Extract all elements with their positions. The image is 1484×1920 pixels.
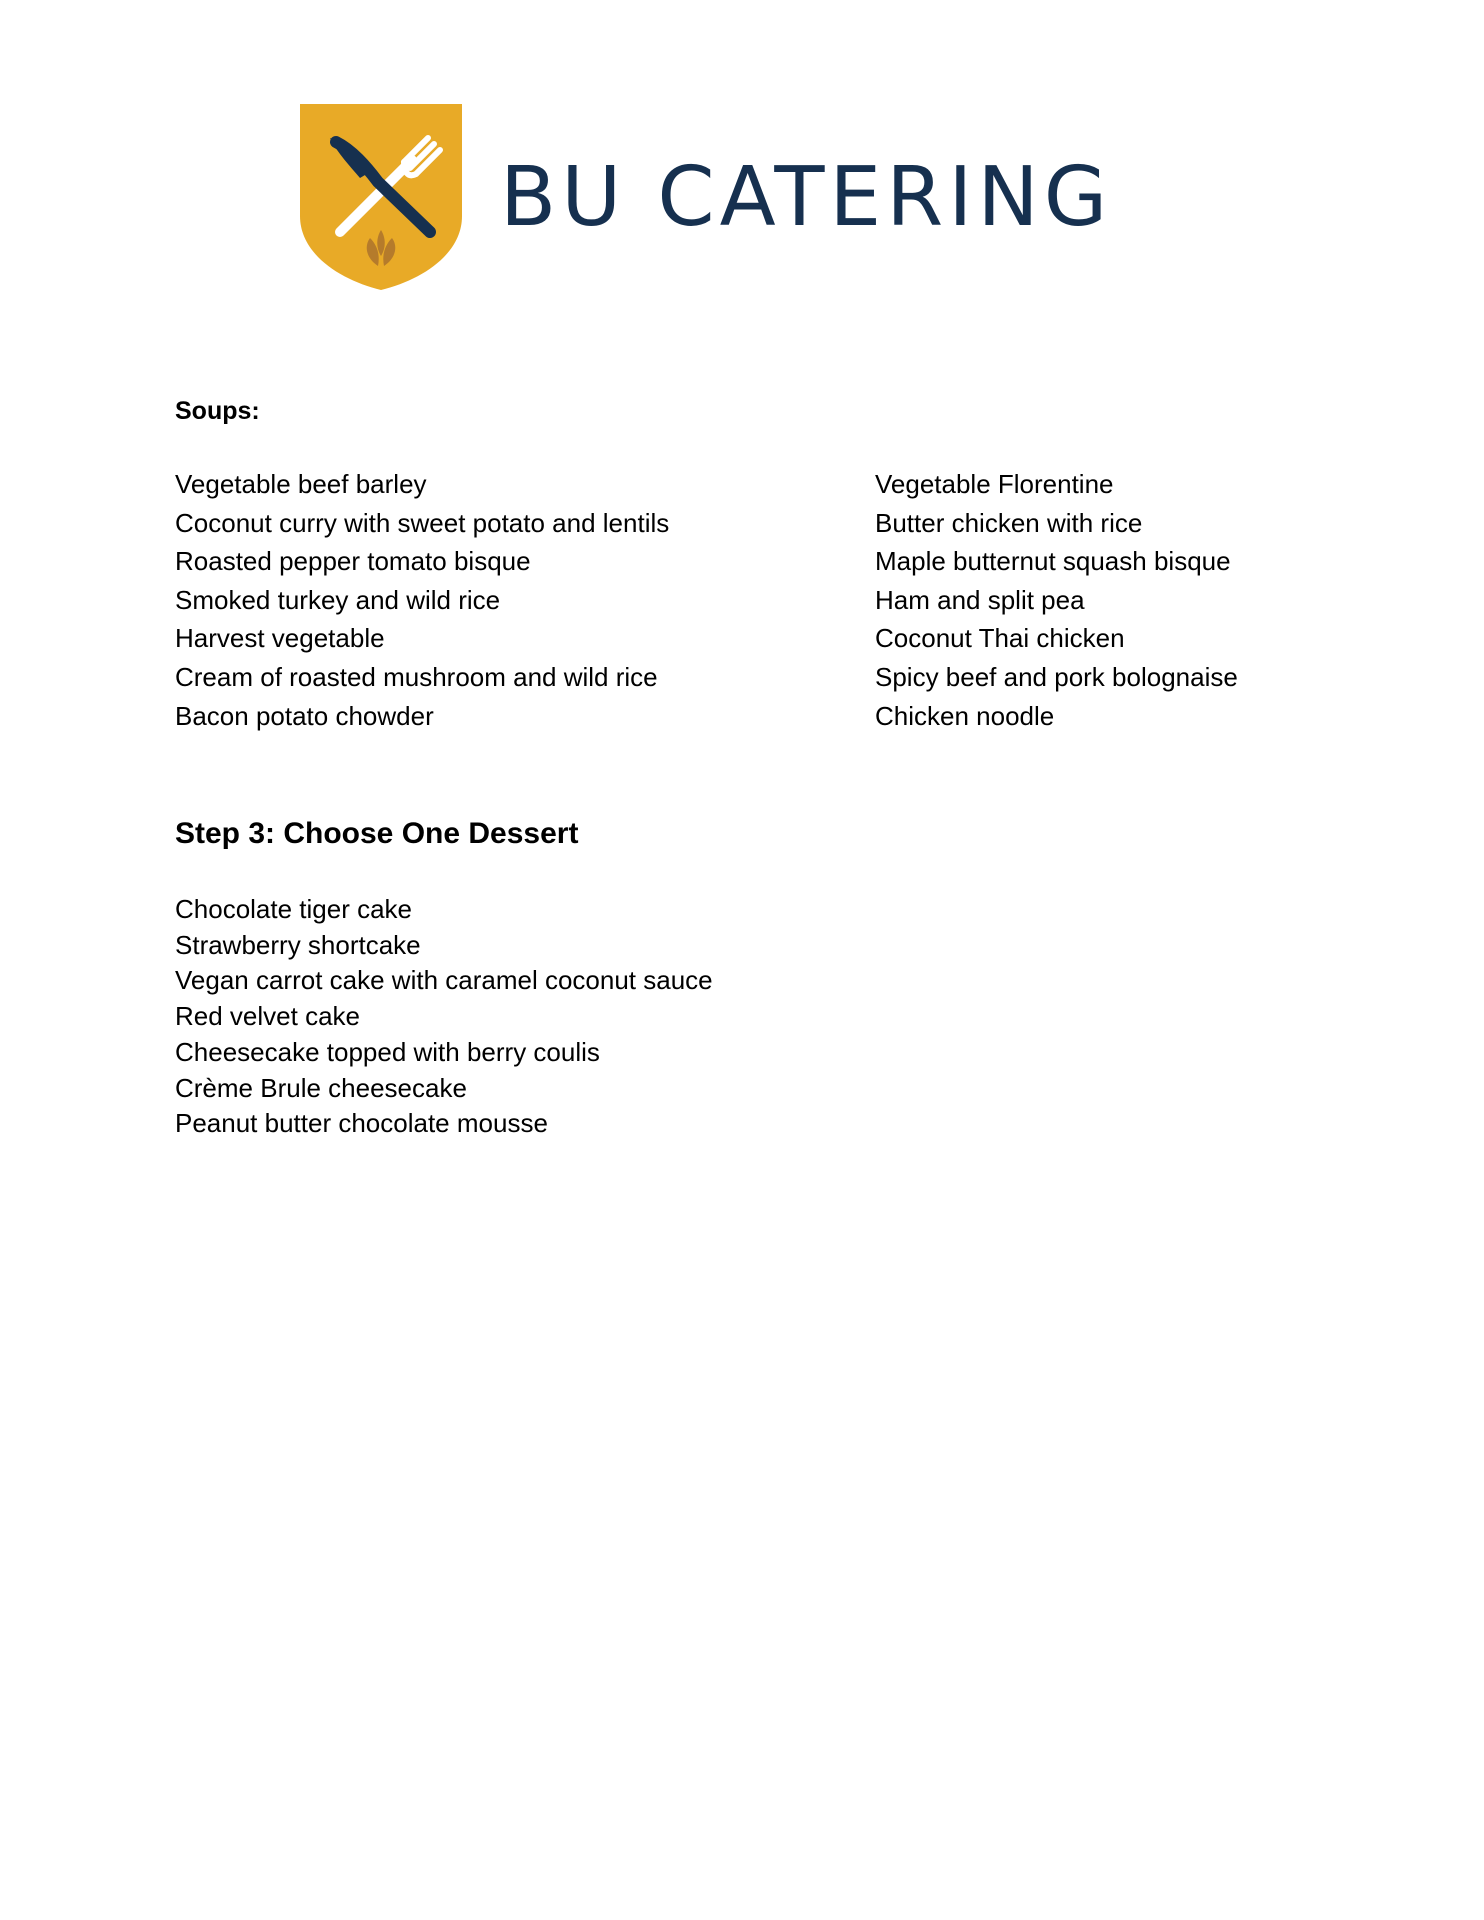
soup-item: Coconut curry with sweet potato and lentils bbox=[175, 507, 670, 538]
soup-item: Vegetable Florentine bbox=[875, 469, 1114, 499]
soup-item: Ham and split pea bbox=[875, 584, 1085, 615]
soups-list-right bbox=[875, 465, 1238, 735]
soup-item: Cream of roasted mushroom and wild rice bbox=[175, 661, 658, 692]
soup-item: Chicken noodle bbox=[875, 700, 1055, 731]
brand-wordmark: BU CATERING bbox=[500, 150, 1113, 245]
dessert-item: Red velvet cake bbox=[175, 1001, 360, 1032]
soups-heading: Soups: bbox=[175, 397, 260, 425]
soup-item: Bacon potato chowder bbox=[175, 700, 434, 731]
shield-utensils-icon bbox=[300, 104, 462, 290]
bu-catering-logo bbox=[300, 104, 1160, 290]
dessert-item: Vegan carrot cake with caramel coconut sauce bbox=[175, 965, 713, 996]
dessert-list bbox=[175, 892, 713, 1142]
soup-item: Coconut Thai chicken bbox=[875, 623, 1125, 654]
dessert-item: Crème Brule cheesecake bbox=[175, 1072, 467, 1103]
dessert-item: Chocolate tiger cake bbox=[175, 894, 413, 924]
dessert-item: Cheesecake topped with berry coulis bbox=[175, 1036, 600, 1067]
soup-item: Vegetable beef barley bbox=[175, 469, 427, 499]
soup-item: Butter chicken with rice bbox=[875, 507, 1143, 538]
dessert-item: Peanut butter chocolate mousse bbox=[175, 1108, 548, 1139]
soup-item: Smoked turkey and wild rice bbox=[175, 584, 501, 615]
soup-item: Roasted pepper tomato bisque bbox=[175, 546, 531, 577]
dessert-item: Strawberry shortcake bbox=[175, 929, 421, 960]
soup-item: Harvest vegetable bbox=[175, 623, 385, 654]
soup-item: Spicy beef and pork bolognaise bbox=[875, 661, 1238, 692]
soup-item: Maple butternut squash bisque bbox=[875, 546, 1231, 577]
dessert-heading: Step 3: Choose One Dessert bbox=[175, 817, 579, 850]
soups-list-left bbox=[175, 465, 669, 735]
